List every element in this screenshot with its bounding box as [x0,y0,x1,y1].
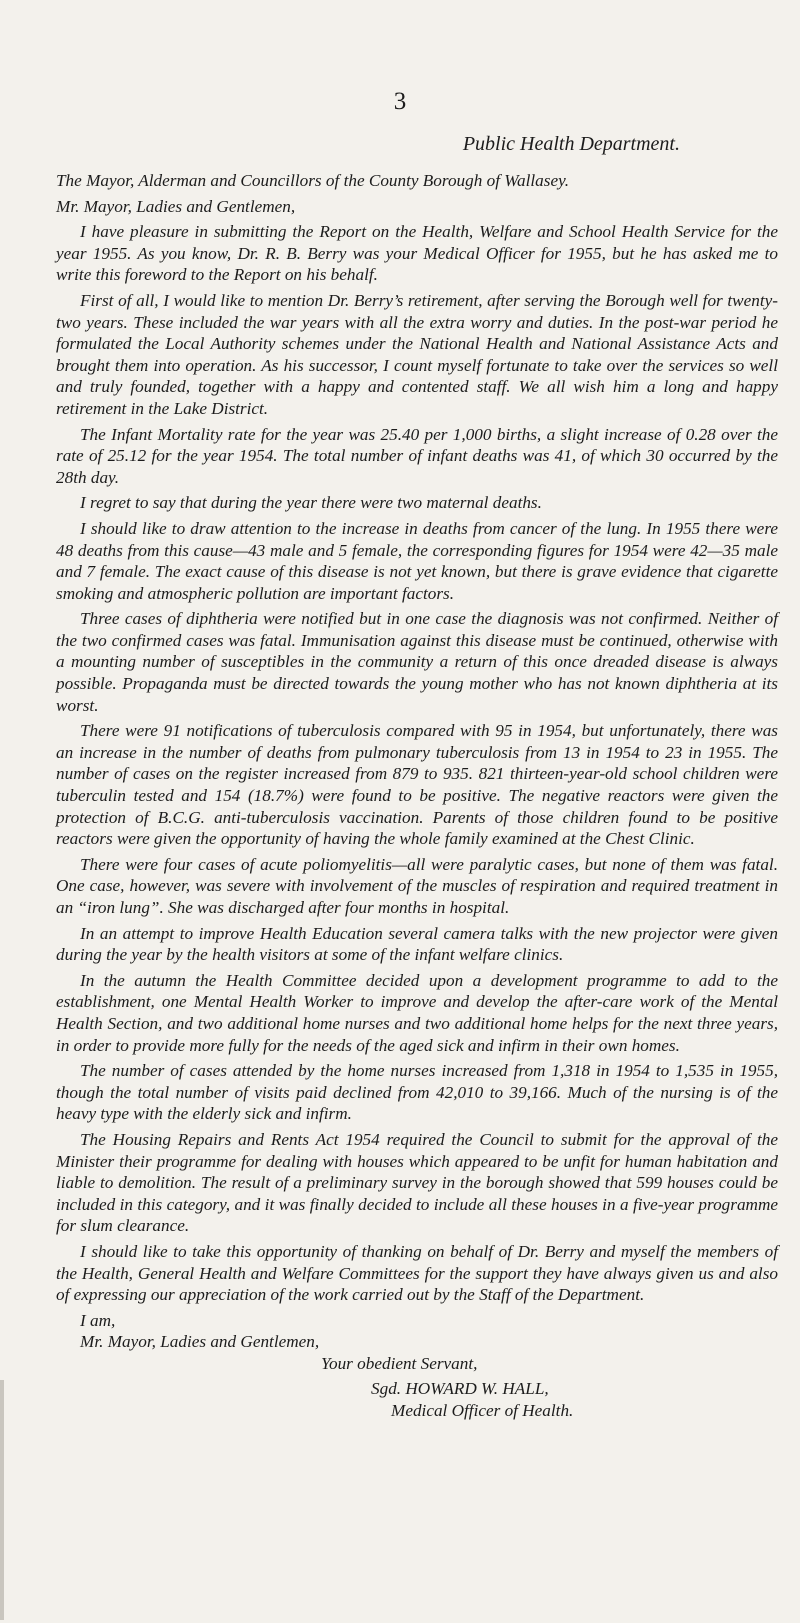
signatory-title: Medical Officer of Health. [391,1401,574,1421]
closing-address: Mr. Mayor, Ladies and Gentlemen, [80,1332,320,1352]
paragraph: In an attempt to improve Health Education several camera talks with the new projector were given during the year by the health visitors at some of the infant welfare clinics. [56,923,778,965]
paragraph: The Housing Repairs and Rents Act 1954 required the Council to submit for the approval of the Minister their programme for dealing with houses which appeared to be unfit for human habitation and liable to demolition. The result of a preliminary survey in the borough showed that 599 houses could be included in this category, and it was finally decided to include all these houses in a five-year programme for slum clearance. [56,1129,778,1236]
signature: Sgd. HOWARD W. HALL, [371,1379,549,1399]
paragraph: First of all, I would like to mention Dr. Berry’s retirement, after serving the Borough well for twenty-two years. These included the war years with all the extra worry and duties. In the post-war period he formulated the Local Authority schemes under the National Health and National Assistance Acts and brought them into operation. As his successor, I count myself fortunate to take over the services so well and truly founded, together with a happy and contented staff. We all wish him a long and happy retirement in the Lake District. [56,290,778,418]
paragraph: There were 91 notifications of tuberculosis compared with 95 in 1954, but unfortunately, there was an increase in the number of deaths from pulmonary tuberculosis from 13 in 1954 to 23 in 1955. The number of cases on the register increased from 879 to 935. 821 thirteen-year-old school children were tuberculin tested and 154 (18.7%) were found to be positive. The negative reactors were given the protection of B.C.G. anti-tuberculosis vaccination. Parents of those children found to be positive reactors were given the opportunity of having the whole family examined at the Chest Clinic. [56,721,778,849]
paragraph: I regret to say that during the year there were two maternal deaths. [80,493,542,513]
paragraph: There were four cases of acute poliomyelitis—all were paralytic cases, but none of them was fatal. One case, however, was severe with involvement of the muscles of respiration and required treatment in an “iron lung”. She was discharged after four months in hospital. [56,854,778,917]
paragraph: The Infant Mortality rate for the year was 25.40 per 1,000 births, a slight increase of 0.28 over the rate of 25.12 for the year 1954. The total number of infant deaths was 41, of which 30 occurred by the 28th day. [56,424,778,487]
page-edge-shadow [0,1380,4,1620]
closing-i-am: I am, [80,1310,116,1330]
foreword-body [56,170,778,1422]
department-heading: Public Health Department. [462,133,680,155]
closing-servant: Your obedient Servant, [321,1353,478,1373]
paragraph: I should like to draw attention to the increase in deaths from cancer of the lung. In 1955 there were 48 deaths from this cause—43 male and 5 female, the corresponding figures for 1954 were 42—35 male and 7 female. The exact cause of this disease is not yet known, but there is grave evidence that cigarette smoking and atmospheric pollution are important factors. [56,518,778,603]
addressee-line: The Mayor, Alderman and Councillors of the County Borough of Wallasey. [56,171,570,190]
letter-closing [56,1310,778,1422]
paragraph: In the autumn the Health Committee decided upon a development programme to add to the establishment, one Mental Health Worker to improve and develop the after-care work of the Mental Health Section, and two additional home nurses and two additional home helps for the next three years, in order to provide more fully for the needs of the aged sick and infirm in their own homes. [56,970,778,1055]
paragraph: I have pleasure in submitting the Report on the Health, Welfare and School Health Service for the year 1955. As you know, Dr. R. B. Berry was your Medical Officer for 1955, but he has asked me to write this foreword to the Report on his behalf. [56,222,778,285]
paragraph: I should like to take this opportunity of thanking on behalf of Dr. Berry and myself the members of the Health, General Health and Welfare Committees for the support they have always given us and also of expressing our appreciation of the work carried out by the Staff of the Department. [56,1241,778,1305]
paragraph: The number of cases attended by the home nurses increased from 1,318 in 1954 to 1,535 in 1955, though the total number of visits paid declined from 42,010 to 39,166. Much of the nursing is of the heavy type with the elderly sick and infirm. [56,1061,778,1124]
paragraph: Three cases of diphtheria were notified but in one case the diagnosis was not confirmed. Neither of the two confirmed cases was fatal. Immunisation against this disease must be continued, otherwise with a mounting number of susceptibles in the community a return of this once dreaded disease is always possible. Propaganda must be directed towards the young mother who has not known diphtheria at its worst. [56,609,778,715]
salutation-line: Mr. Mayor, Ladies and Gentlemen, [56,196,296,216]
page-number: 3 [393,88,407,115]
